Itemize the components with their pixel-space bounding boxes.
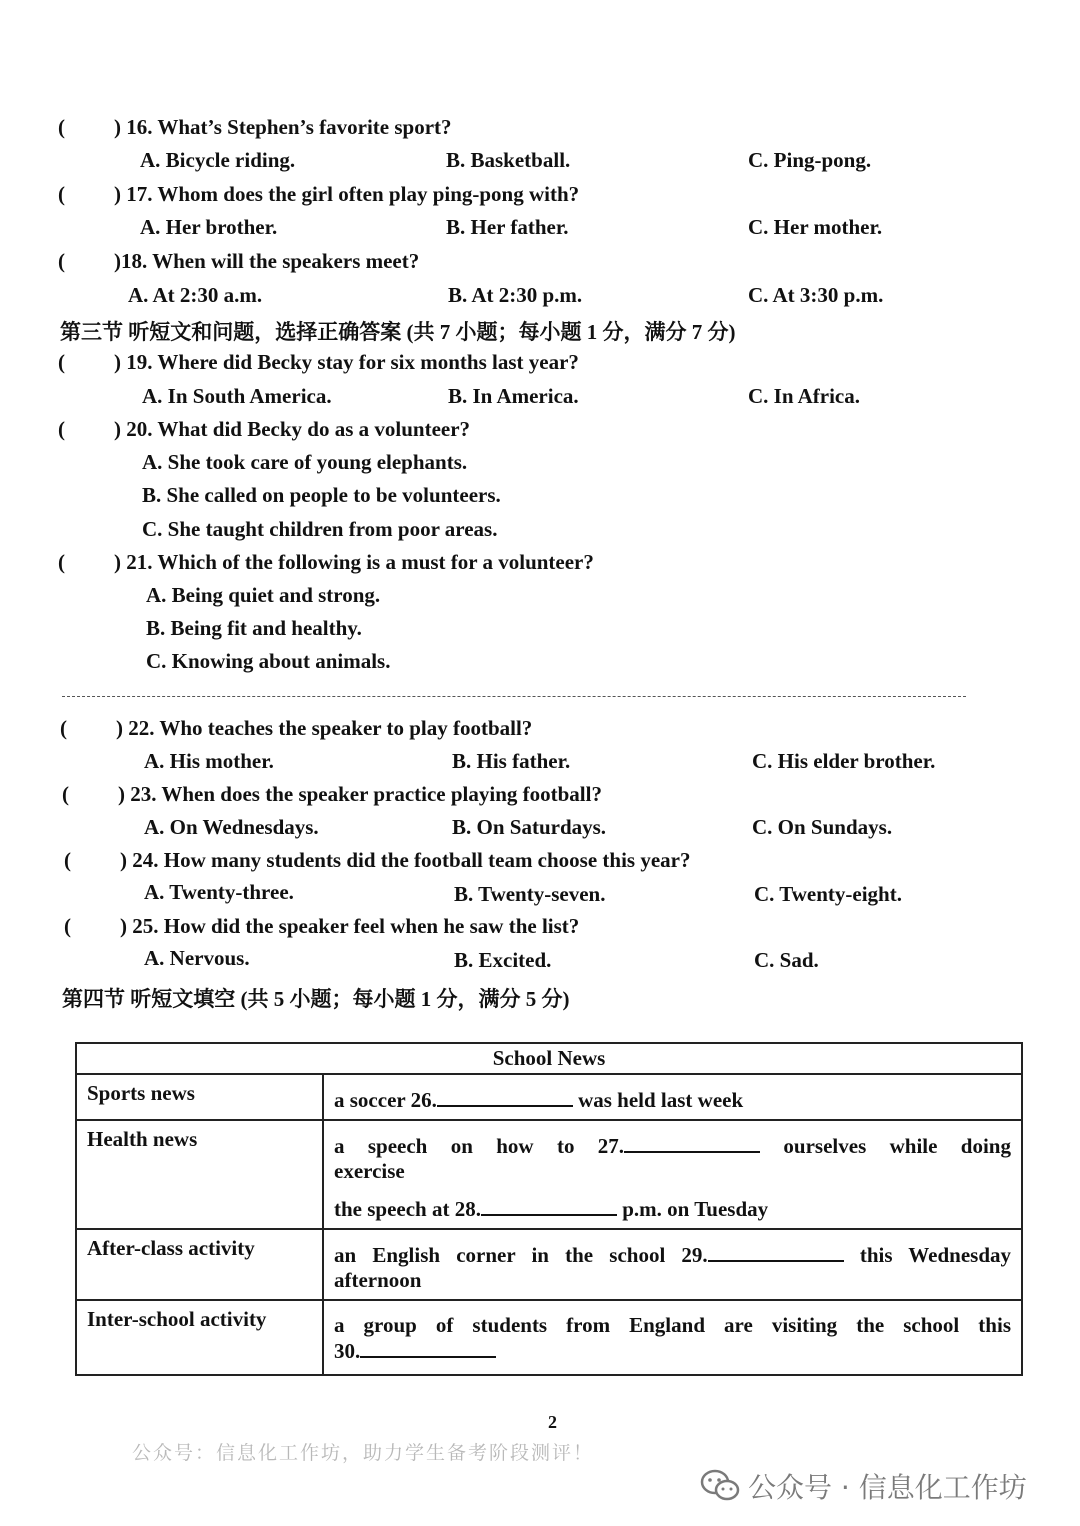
table-row-after-class (76, 1229, 1022, 1300)
q18-option-a: A. At 2:30 a.m. (128, 283, 263, 307)
row-content: a group of students from England are visiting the school this 30. (323, 1300, 1022, 1375)
answer-blank-26[interactable] (437, 1087, 573, 1107)
watermark (700, 1466, 1027, 1506)
page-number: 2 (548, 1412, 557, 1432)
row-label: After-class activity (76, 1229, 323, 1300)
q23-option-b: B. On Saturdays. (452, 815, 607, 839)
q22-option-a: A. His mother. (144, 749, 274, 773)
q25-option-b: B. Excited. (454, 948, 552, 972)
question-17: ( ) 17. Whom does the girl often play ping-pong with? (58, 182, 580, 206)
q22-option-c: C. His elder brother. (752, 749, 936, 773)
q24-option-b: B. Twenty-seven. (454, 882, 606, 906)
q18-option-c: C. At 3:30 p.m. (748, 283, 884, 307)
q18-option-b: B. At 2:30 p.m. (448, 283, 583, 307)
q20-option-b: B. She called on people to be volunteers. (142, 483, 501, 507)
question-20: ( ) 20. What did Becky do as a volunteer? (58, 417, 471, 441)
school-news-table (75, 1042, 1023, 1376)
question-22: ( ) 22. Who teaches the speaker to play football? (60, 716, 533, 740)
row-continuation: afternoon (334, 1268, 422, 1292)
table-title: School News (76, 1043, 1022, 1074)
question-23: ( ) 23. When does the speaker practice playing football? (62, 782, 602, 806)
row-line: a group of students from England are visiting the school this (334, 1313, 1011, 1337)
q17-option-b: B. Her father. (446, 215, 569, 239)
watermark-text: 公众号 · 信息化工作坊 (748, 1471, 1027, 1504)
question-19: ( ) 19. Where did Becky stay for six months last year? (58, 350, 579, 374)
q21-option-b: B. Being fit and healthy. (146, 616, 362, 640)
q24-option-c: C. Twenty-eight. (754, 882, 902, 906)
q23-option-a: A. On Wednesdays. (144, 815, 319, 839)
footer-note: 公众号：信息化工作坊，助力学生备考阶段测评！ (132, 1442, 595, 1464)
section-3-heading: 第三节 听短文和问题，选择正确答案 (共 7 小题；每小题 1 分，满分 7 分) (60, 320, 736, 344)
q16-option-c: C. Ping-pong. (748, 148, 872, 172)
row-content: a speech on how to 27. ourselves while doing exercise the speech at 28. p.m. on Tuesday (323, 1120, 1022, 1229)
q25-option-c: C. Sad. (754, 948, 819, 972)
q24-option-a: A. Twenty-three. (144, 880, 294, 904)
dashed-divider (62, 696, 966, 697)
row-label: Health news (76, 1120, 323, 1229)
question-18: ( )18. When will the speakers meet? (58, 249, 420, 273)
q19-option-c: C. In Africa. (748, 384, 860, 408)
q16-option-a: A. Bicycle riding. (140, 148, 296, 172)
section-4-heading: 第四节 听短文填空 (共 5 小题；每小题 1 分，满分 5 分) (62, 987, 570, 1011)
row-content: a soccer 26. was held last week (323, 1074, 1022, 1120)
q22-option-b: B. His father. (452, 749, 571, 773)
q20-option-c: C. She taught children from poor areas. (142, 517, 498, 541)
q25-option-a: A. Nervous. (144, 946, 250, 970)
question-21: ( ) 21. Which of the following is a must for a volunteer? (58, 550, 594, 574)
q17-option-a: A. Her brother. (140, 215, 278, 239)
table-row-sports (76, 1074, 1022, 1120)
q19-option-a: A. In South America. (142, 384, 332, 408)
q23-option-c: C. On Sundays. (752, 815, 893, 839)
table-row-health (76, 1120, 1022, 1229)
q21-option-c: C. Knowing about animals. (146, 649, 391, 673)
question-24: ( ) 24. How many students did the football team choose this year? (64, 848, 691, 872)
answer-blank-27[interactable] (624, 1133, 760, 1153)
table-row-inter-school (76, 1300, 1022, 1375)
q17-option-c: C. Her mother. (748, 215, 883, 239)
q21-option-a: A. Being quiet and strong. (146, 583, 381, 607)
q16-option-b: B. Basketball. (446, 148, 571, 172)
answer-blank-28[interactable] (481, 1196, 617, 1216)
row-label: Sports news (76, 1074, 323, 1120)
wechat-icon (700, 1469, 740, 1503)
row-label: Inter-school activity (76, 1300, 323, 1375)
answer-blank-30[interactable] (360, 1338, 496, 1358)
answer-blank-29[interactable] (708, 1242, 844, 1262)
question-16: ( ) 16. What’s Stephen’s favorite sport? (58, 115, 452, 139)
q20-option-a: A. She took care of young elephants. (142, 450, 468, 474)
row-content: an English corner in the school 29. this Wednesday afternoon (323, 1229, 1022, 1300)
question-25: ( ) 25. How did the speaker feel when he saw the list? (64, 914, 580, 938)
row-continuation: exercise (334, 1159, 405, 1183)
q19-option-b: B. In America. (448, 384, 579, 408)
